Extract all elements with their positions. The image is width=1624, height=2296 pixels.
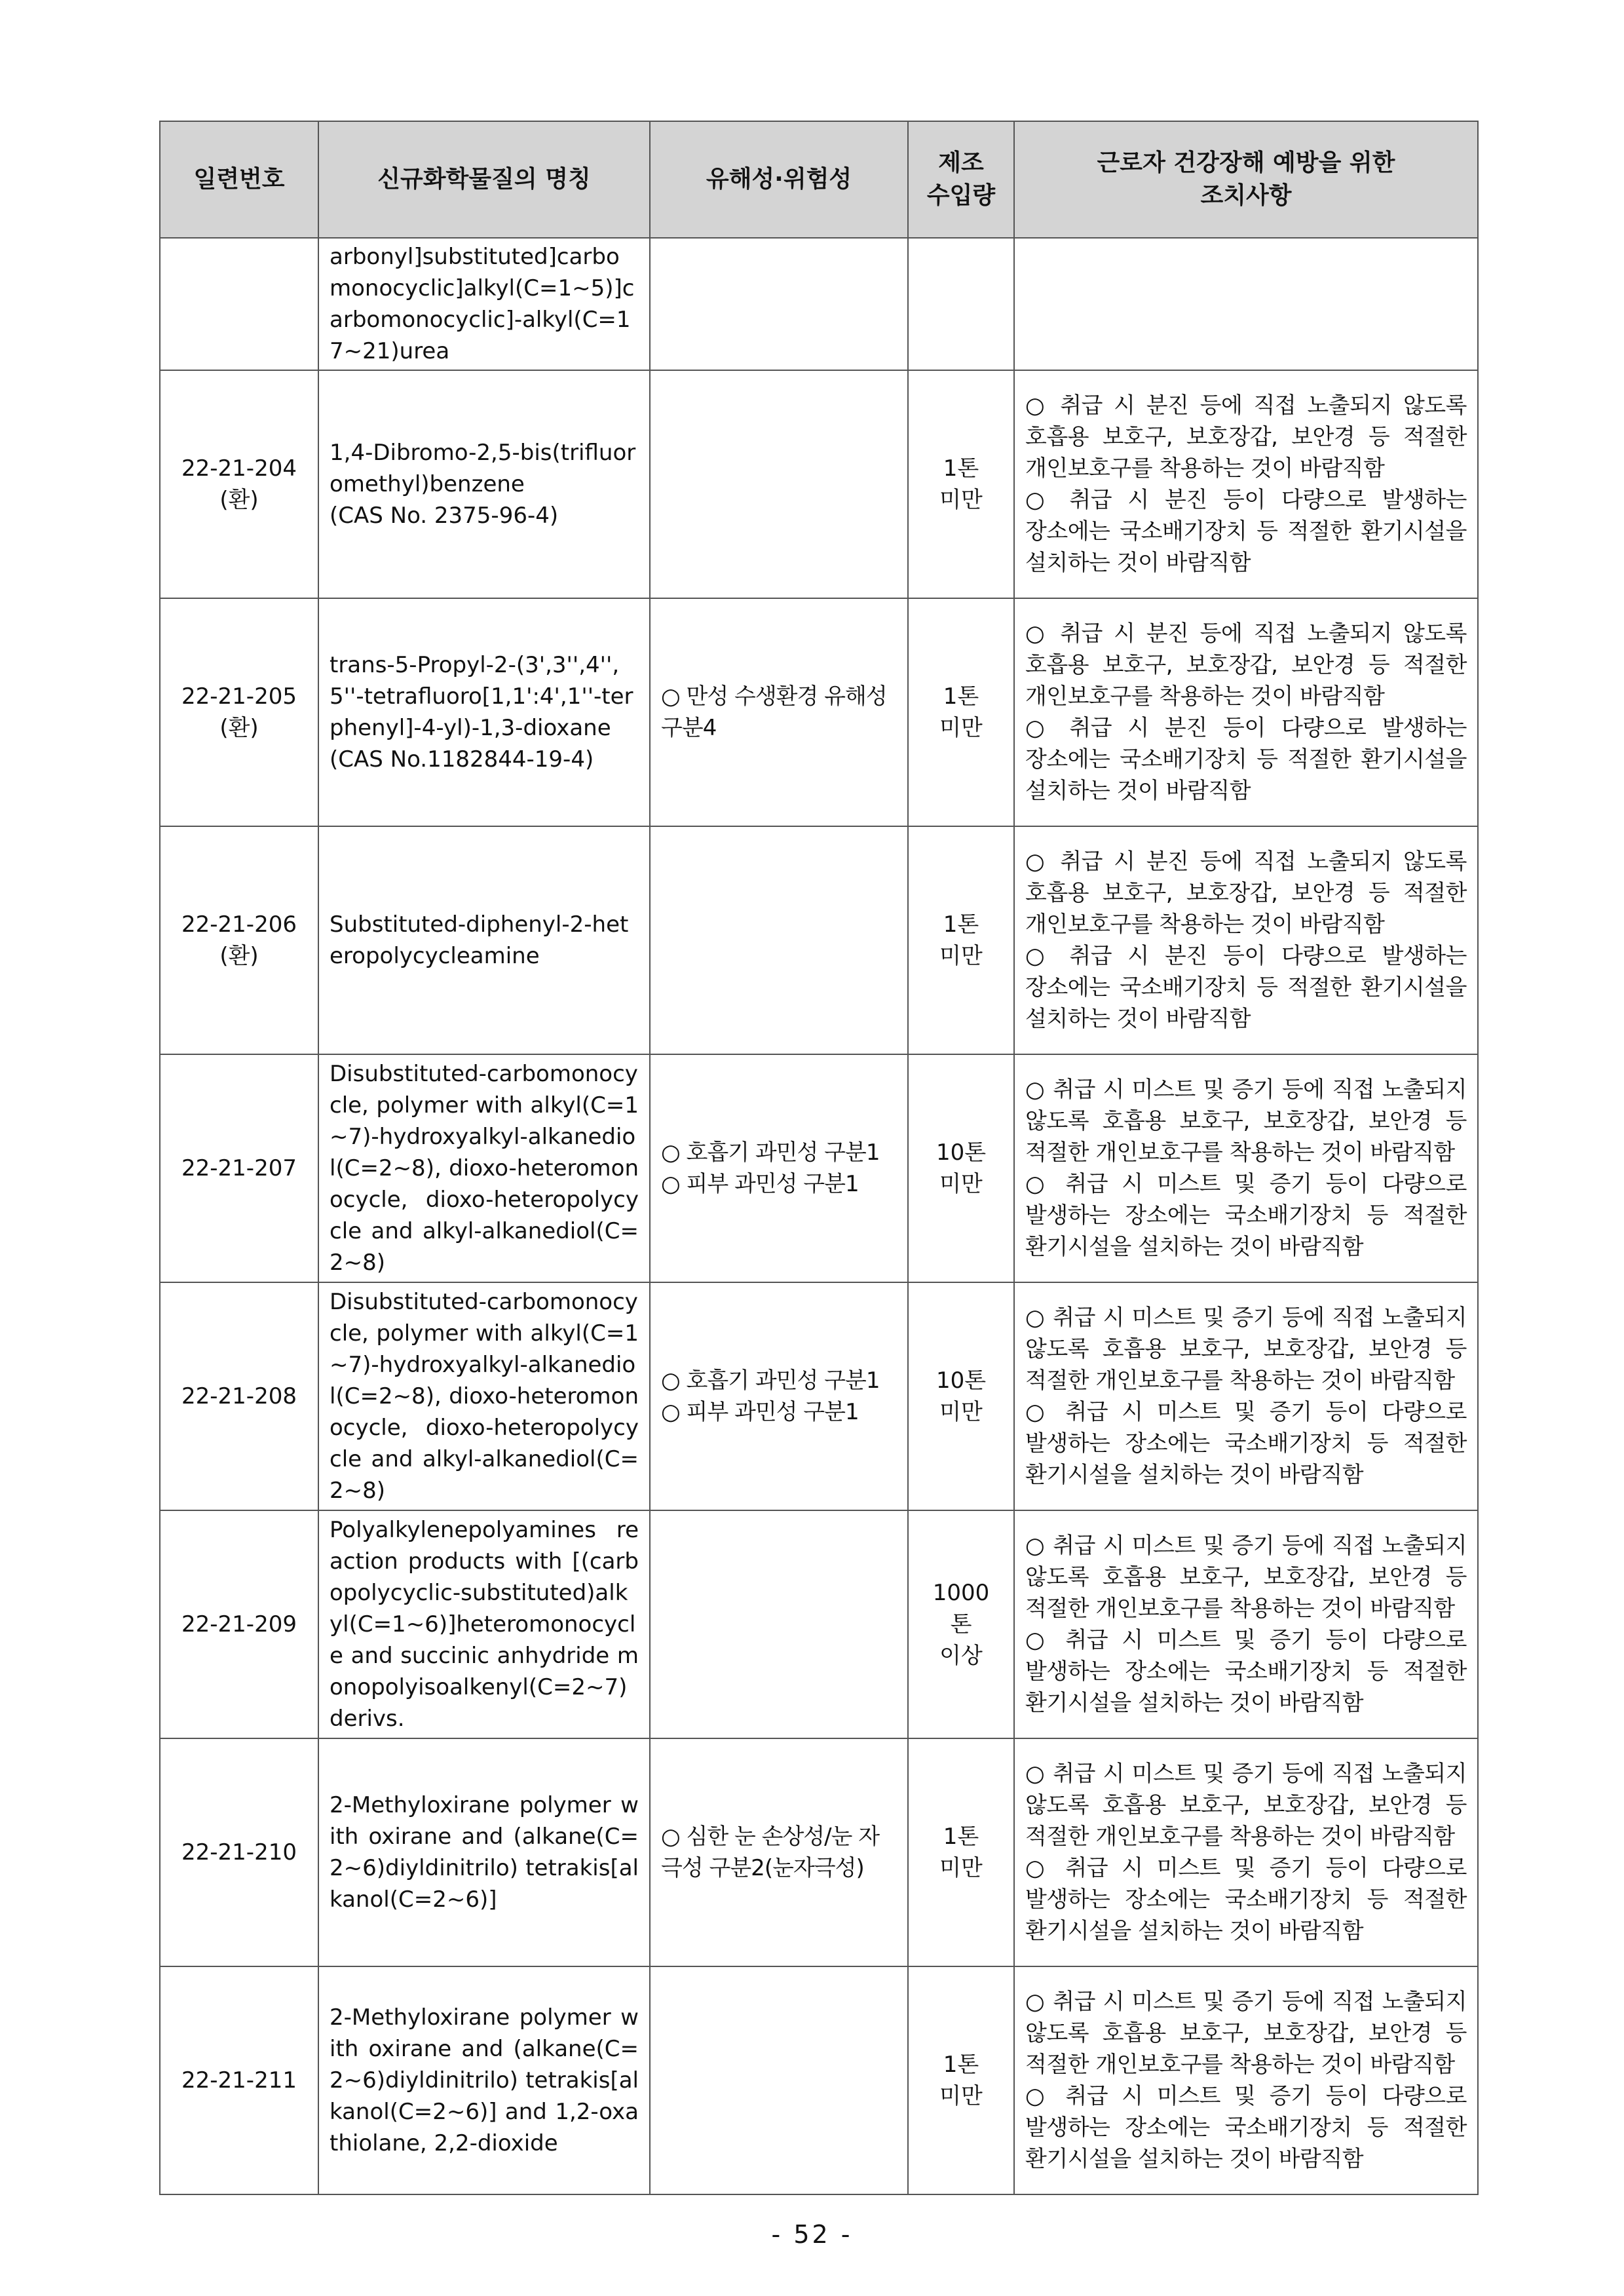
cell-id: 22-21-204 (환) <box>160 370 318 598</box>
measure-item: ○ 취급 시 미스트 및 증기 등이 다량으로 발생하는 장소에는 국소배기장치 등 적절한 환기시설을 설치하는 것이 바람직함 <box>1025 2083 1467 2172</box>
header-quantity: 제조 수입량 <box>908 121 1014 238</box>
cell-id: 22-21-205 (환) <box>160 598 318 826</box>
chemical-substance-table <box>159 121 1479 2195</box>
cell-quantity: 10톤 미만 <box>908 1282 1014 1510</box>
cell-hazard <box>650 370 908 598</box>
cell-name: Substituted-diphenyl-2-heteropolycycleamine <box>318 826 650 1054</box>
table-row <box>160 598 1478 826</box>
measure-item: ○ 취급 시 미스트 및 증기 등에 직접 노출되지 않도록 호흡용 보호구, 보호장갑, 보안경 등 적절한 개인보호구를 착용하는 것이 바람직함 <box>1025 1761 1467 1850</box>
table-row <box>160 1054 1478 1282</box>
header-name: 신규화학물질의 명칭 <box>318 121 650 238</box>
cell-name: Polyalkylenepolyamines reaction products with [(carbopolycyclic-substituted)alkyl(C=1~6)]heteromonocycle and succinic anhydride monopolyisoalkenyl(C=2~7) derivs. <box>318 1510 650 1738</box>
measure-item: ○ 취급 시 분진 등에 직접 노출되지 않도록 호흡용 보호구, 보호장갑, 보안경 등 적절한 개인보호구를 착용하는 것이 바람직함 <box>1025 849 1467 938</box>
cell-hazard <box>650 1510 908 1738</box>
measure-item: ○ 취급 시 미스트 및 증기 등이 다량으로 발생하는 장소에는 국소배기장치 등 적절한 환기시설을 설치하는 것이 바람직함 <box>1025 1627 1467 1716</box>
cell-name: arbonyl]substituted]carbomonocyclic]alkyl(C=1~5)]carbomonocyclic]-alkyl(C=17~21)urea <box>318 238 650 370</box>
measure-item: ○ 취급 시 분진 등이 다량으로 발생하는 장소에는 국소배기장치 등 적절한 환기시설을 설치하는 것이 바람직함 <box>1025 487 1467 576</box>
header-id: 일련번호 <box>160 121 318 238</box>
measure-item: ○ 취급 시 분진 등에 직접 노출되지 않도록 호흡용 보호구, 보호장갑, 보안경 등 적절한 개인보호구를 착용하는 것이 바람직함 <box>1025 621 1467 710</box>
table-row <box>160 1738 1478 1966</box>
cell-measures <box>1014 1282 1478 1510</box>
cell-name: Disubstituted-carbomonocycle, polymer with alkyl(C=1~7)-hydroxyalkyl-alkanediol(C=2~8), dioxo-heteromonocycle, dioxo-heteropolycycle and alkyl-alkanediol(C=2~8) <box>318 1054 650 1282</box>
table-row <box>160 238 1478 370</box>
cell-quantity: 10톤 미만 <box>908 1054 1014 1282</box>
cell-quantity: 1톤 미만 <box>908 1966 1014 2194</box>
cell-name: 2-Methyloxirane polymer with oxirane and (alkane(C=2~6)diyldinitrilo) tetrakis[alkanol(C=2~6)] <box>318 1738 650 1966</box>
cell-measures <box>1014 1054 1478 1282</box>
cell-quantity: 1톤 미만 <box>908 826 1014 1054</box>
table-row <box>160 1510 1478 1738</box>
header-hazard: 유해성·위험성 <box>650 121 908 238</box>
measure-item: ○ 취급 시 미스트 및 증기 등에 직접 노출되지 않도록 호흡용 보호구, 보호장갑, 보안경 등 적절한 개인보호구를 착용하는 것이 바람직함 <box>1025 1077 1467 1166</box>
table-header <box>160 121 1478 238</box>
cell-id: 22-21-208 <box>160 1282 318 1510</box>
cell-quantity: 1000 톤 이상 <box>908 1510 1014 1738</box>
cell-hazard: ○ 호흡기 과민성 구분1 ○ 피부 과민성 구분1 <box>650 1054 908 1282</box>
measure-item: ○ 취급 시 분진 등이 다량으로 발생하는 장소에는 국소배기장치 등 적절한 환기시설을 설치하는 것이 바람직함 <box>1025 715 1467 804</box>
cell-name: 1,4-Dibromo-2,5-bis(trifluoromethyl)benzene (CAS No. 2375-96-4) <box>318 370 650 598</box>
table-body <box>160 238 1478 2194</box>
cell-quantity <box>908 238 1014 370</box>
cell-id <box>160 238 318 370</box>
table-row <box>160 370 1478 598</box>
table-row <box>160 1282 1478 1510</box>
cell-measures <box>1014 238 1478 370</box>
page-number: - 52 - <box>771 2220 853 2249</box>
cell-measures <box>1014 598 1478 826</box>
table-row <box>160 1966 1478 2194</box>
measure-item: ○ 취급 시 미스트 및 증기 등에 직접 노출되지 않도록 호흡용 보호구, 보호장갑, 보안경 등 적절한 개인보호구를 착용하는 것이 바람직함 <box>1025 1305 1467 1394</box>
cell-id: 22-21-207 <box>160 1054 318 1282</box>
cell-measures <box>1014 1966 1478 2194</box>
cell-measures <box>1014 1738 1478 1966</box>
cell-quantity: 1톤 미만 <box>908 1738 1014 1966</box>
cell-hazard <box>650 826 908 1054</box>
cell-hazard <box>650 1966 908 2194</box>
header-measures: 근로자 건강장해 예방을 위한 조치사항 <box>1014 121 1478 238</box>
measure-item: ○ 취급 시 분진 등이 다량으로 발생하는 장소에는 국소배기장치 등 적절한 환기시설을 설치하는 것이 바람직함 <box>1025 943 1467 1032</box>
measure-item: ○ 취급 시 미스트 및 증기 등에 직접 노출되지 않도록 호흡용 보호구, 보호장갑, 보안경 등 적절한 개인보호구를 착용하는 것이 바람직함 <box>1025 1989 1467 2078</box>
table-row <box>160 826 1478 1054</box>
cell-name: 2-Methyloxirane polymer with oxirane and (alkane(C=2~6)diyldinitrilo) tetrakis[alkanol(C=2~6)] and 1,2-oxathiolane, 2,2-dioxide <box>318 1966 650 2194</box>
cell-quantity: 1톤 미만 <box>908 370 1014 598</box>
cell-id: 22-21-209 <box>160 1510 318 1738</box>
cell-measures <box>1014 1510 1478 1738</box>
cell-hazard: ○ 호흡기 과민성 구분1 ○ 피부 과민성 구분1 <box>650 1282 908 1510</box>
cell-hazard: ○ 만성 수생환경 유해성 구분4 <box>650 598 908 826</box>
cell-quantity: 1톤 미만 <box>908 598 1014 826</box>
cell-measures <box>1014 826 1478 1054</box>
cell-name: Disubstituted-carbomonocycle, polymer with alkyl(C=1~7)-hydroxyalkyl-alkanediol(C=2~8), dioxo-heteromonocycle, dioxo-heteropolycycle and alkyl-alkanediol(C=2~8) <box>318 1282 650 1510</box>
cell-hazard: ○ 심한 눈 손상성/눈 자극성 구분2(눈자극성) <box>650 1738 908 1966</box>
cell-id: 22-21-206 (환) <box>160 826 318 1054</box>
measure-item: ○ 취급 시 미스트 및 증기 등이 다량으로 발생하는 장소에는 국소배기장치 등 적절한 환기시설을 설치하는 것이 바람직함 <box>1025 1855 1467 1944</box>
cell-measures <box>1014 370 1478 598</box>
cell-id: 22-21-210 <box>160 1738 318 1966</box>
measure-item: ○ 취급 시 분진 등에 직접 노출되지 않도록 호흡용 보호구, 보호장갑, 보안경 등 적절한 개인보호구를 착용하는 것이 바람직함 <box>1025 392 1467 482</box>
cell-id: 22-21-211 <box>160 1966 318 2194</box>
measure-item: ○ 취급 시 미스트 및 증기 등이 다량으로 발생하는 장소에는 국소배기장치 등 적절한 환기시설을 설치하는 것이 바람직함 <box>1025 1399 1467 1488</box>
measure-item: ○ 취급 시 미스트 및 증기 등에 직접 노출되지 않도록 호흡용 보호구, 보호장갑, 보안경 등 적절한 개인보호구를 착용하는 것이 바람직함 <box>1025 1533 1467 1622</box>
cell-hazard <box>650 238 908 370</box>
measure-item: ○ 취급 시 미스트 및 증기 등이 다량으로 발생하는 장소에는 국소배기장치 등 적절한 환기시설을 설치하는 것이 바람직함 <box>1025 1171 1467 1260</box>
cell-name: trans-5-Propyl-2-(3',3'',4'',5''-tetrafluoro[1,1':4',1''-terphenyl]-4-yl)-1,3-dioxane (CAS No.1182844-19-4) <box>318 598 650 826</box>
